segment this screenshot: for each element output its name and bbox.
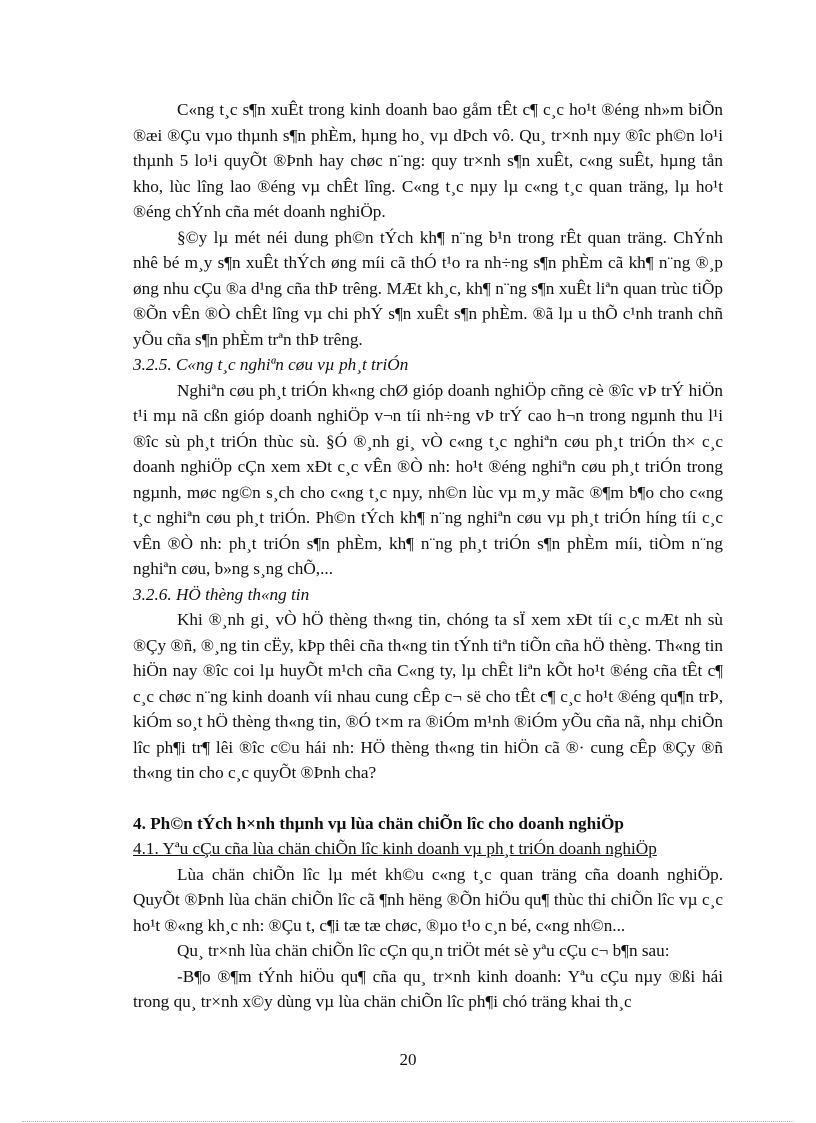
paragraph: Nghiªn cøu ph¸t triÓn kh«ng chØ gióp doanh nghiÖp cñng cè ®îc vÞ trÝ hiÖn t¹i mµ nã cßn gióp doanh nghiÖp v¬n tíi nh÷ng vÞ trÝ cao h¬n trong ngµnh thu l¹i ®îc sù ph¸t triÓn thùc sù. §Ó ®¸nh gi¸ vÒ c«ng t¸c nghiªn cøu ph¸t triÓn th× c¸c doanh nghiÖp cÇn xem xÐt c¸c vÊn ®Ò nh: ho¹t ®éng nghiªn cøu ph¸t triÓn trong ngµnh, møc ng©n s¸ch cho c«ng t¸c nµy, nh©n lùc vµ m¸y mãc ®¶m b¶o cho c«ng t¸c nghiªn cøu ph¸t triÓn. Ph©n tÝch kh¶ n¨ng nghiªn cøu vµ ph¸t triÓn híng tíi c¸c vÊn ®Ò nh: ph¸t triÓn s¶n phÈm, kh¶ n¨ng ph¸t triÓn s¶n phÈm míi, tiÒm n¨ng nghiªn cøu, b»ng s¸ng chÕ,...: [133, 380, 723, 578]
section-heading: 3.2.6. HÖ thèng th«ng tin: [133, 584, 310, 604]
paragraph: Lùa chän chiÕn lîc lµ mét kh©u c«ng t¸c quan träng cña doanh nghiÖp. QuyÕt ®Þnh lùa chän chiÕn lîc cã ¶nh hëng ®Õn hiÖu qu¶ thùc thi chiÕn lîc vµ c¸c ho¹t ®«ng kh¸c nh: ®Çu t, c¶i tæ tæ chøc, ®µo t¹o c¸n bé, c«ng nh©n...: [133, 864, 723, 935]
body-text: [133, 97, 723, 1015]
paragraph: C«ng t¸c s¶n xuÊt trong kinh doanh bao gåm tÊt c¶ c¸c ho¹t ®éng nh»m biÕn ®æi ®Çu vµo thµnh s¶n phÈm, hµng ho¸ vµ dÞch vô. Qu¸ tr×nh nµy ®îc ph©n lo¹i thµnh 5 lo¹i quyÕt ®Þnh hay chøc n¨ng: quy tr×nh s¶n xuÊt, c«ng suÊt, hµng tån kho, lùc lîng lao ®éng vµ chÊt lîng. C«ng t¸c nµy lµ c«ng t¸c quan träng, lµ ho¹t ®éng chÝnh cña mét doanh nghiÖp.: [133, 100, 723, 221]
page-border: [22, 1121, 794, 1122]
paragraph: Qu¸ tr×nh lùa chän chiÕn lîc cÇn qu¸n triÖt mét sè yªu cÇu c¬ b¶n sau:: [177, 941, 670, 960]
paragraph: §©y lµ mét néi dung ph©n tÝch kh¶ n¨ng b¹n trong rÊt quan träng. ChÝnh nhê bé m¸y s¶n xuÊt thÝch øng míi cã thÓ t¹o ra nh÷ng s¶n phÈm cã kh¶ n¨ng ®¸p øng nhu cÇu ®a d¹ng cña thÞ trêng. MÆt kh¸c, kh¶ n¨ng s¶n xuÊt liªn quan trùc tiÕp ®Õn vÊn ®Ò chÊt lîng vµ chi phÝ s¶n xuÊt s¶n phÈm. ®ã lµ u thÕ c¹nh tranh chñ yÕu cña s¶n phÈm trªn thÞ trêng.: [133, 227, 723, 349]
section-heading: 3.2.5. C«ng t¸c nghiªn cøu vµ ph¸t triÓn: [133, 355, 409, 374]
paragraph: Khi ®¸nh gi¸ vÒ hÖ thèng th«ng tin, chóng ta sÏ xem xÐt tíi c¸c mÆt nh sù ®Çy ®ñ, ®¸ng tin cËy, kÞp thêi cña th«ng tin tÝnh tiªn tiÕn cña hÖ thèng. Th«ng tin hiÖn nay ®îc coi lµ huyÕt m¹ch cña C«ng ty, lµ chÊt liªn kÕt ho¹t ®éng cña tÊt c¶ c¸c chøc n¨ng kinh doanh víi nhau cung cÊp c¬ së cho tÊt c¶ c¸c ho¹t ®éng qu¶n trÞ, kiÓm so¸t hÖ thèng th«ng tin, ®Ó t×m ra ®iÓm m¹nh ®iÓm yÕu cña nã, nhµ chiÕn lîc ph¶i tr¶ lêi ®îc c©u hái nh: HÖ thèng th«ng tin hiÖn cã ®· cung cÊp ®Çy ®ñ th«ng tin cho c¸c quyÕt ®Þnh cha?: [133, 610, 723, 782]
page-number: 20: [399, 1050, 417, 1069]
subsection-heading: 4.1. Yªu cÇu cña lùa chän chiÕn lîc kinh doanh vµ ph¸t triÓn doanh nghiÖp: [133, 839, 657, 858]
paragraph: -B¶o ®¶m tÝnh hiÖu qu¶ cña qu¸ tr×nh kinh doanh: Yªu cÇu nµy ®ßi hái trong qu¸ tr×nh x©y dùng vµ lùa chän chiÕn lîc ph¶i chó träng khai th¸c: [133, 966, 723, 1011]
chapter-heading: 4. Ph©n tÝch h×nh thµnh vµ lùa chän chiÕn lîc cho doanh nghiÖp: [133, 813, 624, 833]
